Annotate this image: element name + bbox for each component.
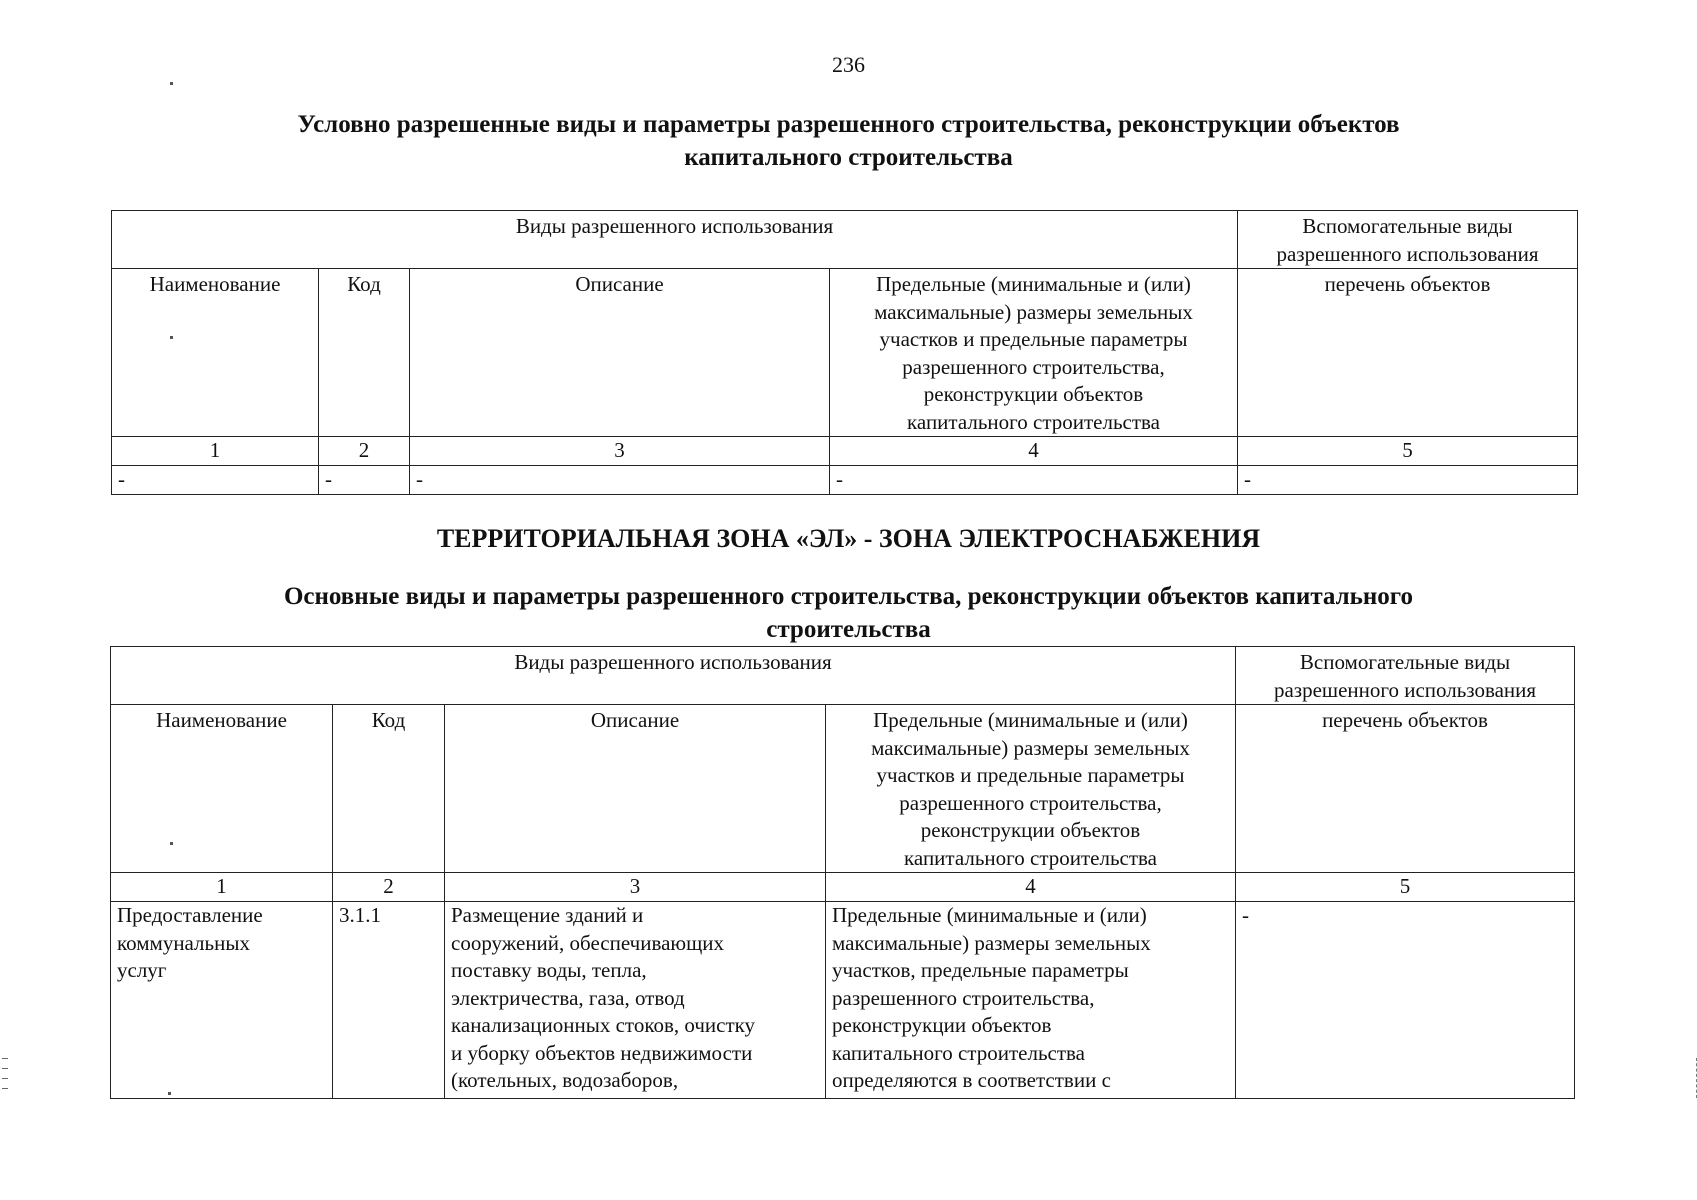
aux-header-line1: Вспомогательные виды xyxy=(1299,650,1511,674)
col-number-4: 4 xyxy=(830,437,1238,466)
cell-line: максимальные) размеры земельных xyxy=(832,930,1151,955)
page-number: 236 xyxy=(832,52,865,77)
cell-line: реконструкции объектов xyxy=(832,1013,1052,1037)
cell-code: 3.1.1 xyxy=(333,902,445,1099)
scan-speck xyxy=(170,336,173,339)
limits-line: участков и предельные параметры xyxy=(879,327,1188,351)
limits-line: капитального строительства xyxy=(904,845,1157,870)
col-number-3: 3 xyxy=(445,873,826,902)
col-header-limits xyxy=(826,705,1236,873)
col-header-code: Код xyxy=(319,269,410,437)
table-row xyxy=(111,902,1575,1099)
section2-title xyxy=(0,580,1697,646)
section2-title-line1: Основные виды и параметры разрешенного строительства, реконструкции объектов капитального xyxy=(283,583,1414,610)
col-header-description: Описание xyxy=(445,705,826,873)
aux-header-line1: Вспомогательные виды xyxy=(1302,214,1513,238)
aux-header xyxy=(1236,647,1575,705)
group-header: Виды разрешенного использования xyxy=(111,647,1236,705)
col-number-5: 5 xyxy=(1238,437,1578,466)
limits-line: участков и предельные параметры xyxy=(876,763,1185,787)
col-header-name: Наименование xyxy=(112,269,319,437)
cell-description: - xyxy=(410,466,830,495)
cell-line: канализационных стоков, очистку xyxy=(451,1013,756,1037)
cell-line: сооружений, обеспечивающих xyxy=(451,930,724,955)
cell-name: - xyxy=(112,466,319,495)
col-number-3: 3 xyxy=(410,437,830,466)
col-number-2: 2 xyxy=(333,873,445,902)
aux-header-line2: разрешенного использования xyxy=(1276,241,1539,266)
col-header-name: Наименование xyxy=(111,705,333,873)
cell-line: капитального строительства xyxy=(832,1040,1085,1065)
cell-objects: - xyxy=(1236,902,1575,1099)
limits-line: реконструкции объектов xyxy=(923,382,1144,406)
cell-line: Размещение зданий и xyxy=(451,903,644,927)
limits-line: Предельные (минимальные и (или) xyxy=(873,708,1188,732)
cell-description xyxy=(445,902,826,1099)
section1-title-line2: капитального строительства xyxy=(684,144,1013,171)
group-header: Виды разрешенного использования xyxy=(112,211,1238,269)
col-header-objects: перечень объектов xyxy=(1238,269,1578,437)
limits-line: разрешенного строительства, xyxy=(902,354,1165,379)
cell-line: коммунальных xyxy=(117,930,250,955)
cell-line: участков, предельные параметры xyxy=(832,958,1129,982)
cell-line: определяются в соответствии с xyxy=(832,1068,1111,1092)
conditional-uses-table xyxy=(111,210,1578,495)
cell-line: электричества, газа, отвод xyxy=(451,985,685,1010)
col-number-2: 2 xyxy=(319,437,410,466)
col-number-5: 5 xyxy=(1236,873,1575,902)
scan-speck xyxy=(170,82,173,85)
section2-title-line2: строительства xyxy=(766,616,931,643)
cell-line: разрешенного строительства, xyxy=(832,985,1095,1010)
col-number-4: 4 xyxy=(826,873,1236,902)
limits-line: максимальные) размеры земельных xyxy=(874,299,1193,324)
limits-line: Предельные (минимальные и (или) xyxy=(876,272,1191,296)
scan-speck xyxy=(170,842,173,845)
section1-title xyxy=(0,108,1697,174)
cell-limits: - xyxy=(830,466,1238,495)
col-header-code: Код xyxy=(333,705,445,873)
section1-title-line1: Условно разрешенные виды и параметры разрешенного строительства, реконструкции объектов xyxy=(297,111,1400,138)
cell-line: поставку воды, тепла, xyxy=(451,958,647,982)
limits-line: максимальные) размеры земельных xyxy=(871,735,1190,760)
zone-title: ТЕРРИТОРИАЛЬНАЯ ЗОНА «ЭЛ» - ЗОНА ЭЛЕКТРОСНАБЖЕНИЯ xyxy=(436,524,1261,553)
aux-header-line2: разрешенного использования xyxy=(1273,677,1537,702)
cell-name xyxy=(111,902,333,1099)
scan-speck xyxy=(168,1092,171,1095)
col-header-description: Описание xyxy=(410,269,830,437)
table-row xyxy=(112,466,1578,495)
scan-edge-marks xyxy=(2,1058,8,1098)
cell-line: и уборку объектов недвижимости xyxy=(451,1040,753,1065)
col-header-objects: перечень объектов xyxy=(1236,705,1575,873)
cell-line: Предельные (минимальные и (или) xyxy=(832,903,1147,927)
limits-line: реконструкции объектов xyxy=(920,818,1141,842)
limits-line: разрешенного строительства, xyxy=(899,790,1162,815)
aux-header xyxy=(1238,211,1578,269)
cell-code: - xyxy=(319,466,410,495)
cell-line: услуг xyxy=(117,958,167,982)
col-header-limits xyxy=(830,269,1238,437)
cell-objects: - xyxy=(1238,466,1578,495)
cell-limits xyxy=(826,902,1236,1099)
col-number-1: 1 xyxy=(111,873,333,902)
limits-line: капитального строительства xyxy=(907,409,1160,434)
main-uses-table xyxy=(110,646,1575,1099)
scan-edge-right xyxy=(1693,1058,1697,1098)
cell-line: (котельных, водозаборов, xyxy=(451,1068,679,1092)
cell-line: Предоставление xyxy=(117,903,263,927)
col-number-1: 1 xyxy=(112,437,319,466)
